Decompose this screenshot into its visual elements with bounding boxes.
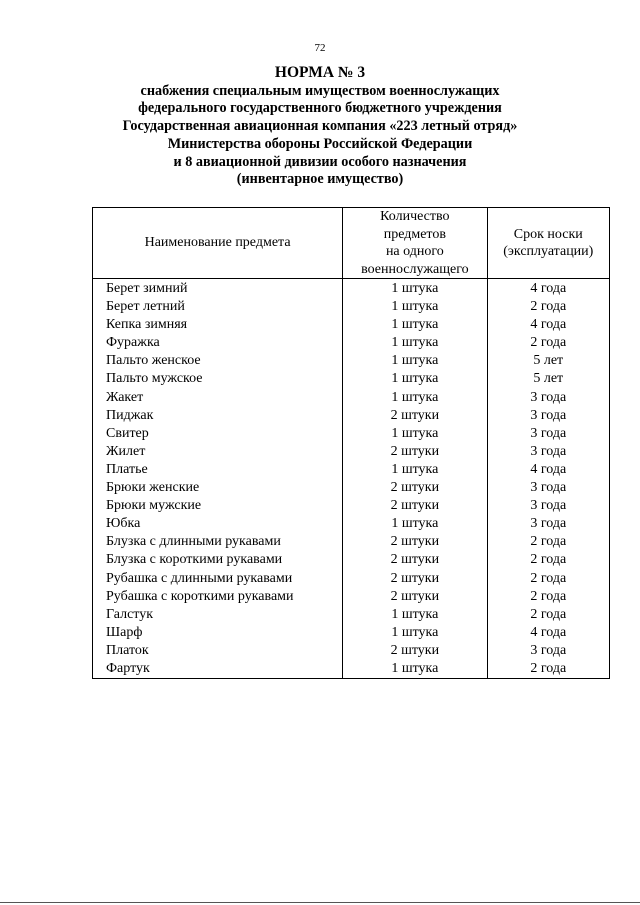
item-name-cell: Брюки женские (93, 479, 343, 497)
quantity-cell: 1 штука (343, 660, 487, 679)
quantity-cell: 1 штука (343, 389, 487, 407)
wear-term-cell: 3 года (487, 497, 609, 515)
table-row (93, 660, 610, 679)
table-row (93, 334, 610, 352)
item-name-cell: Галстук (93, 606, 343, 624)
header-quantity-line: на одного (385, 244, 444, 259)
wear-term-cell: 2 года (487, 570, 609, 588)
table-row (93, 642, 610, 660)
item-name-cell: Жилет (93, 443, 343, 461)
table-row (93, 570, 610, 588)
table-row (93, 588, 610, 606)
item-name-cell: Берет зимний (93, 279, 343, 299)
quantity-cell: 1 штука (343, 515, 487, 533)
quantity-cell: 1 штука (343, 425, 487, 443)
item-name-cell: Шарф (93, 624, 343, 642)
wear-term-cell: 2 года (487, 588, 609, 606)
wear-term-cell: 4 года (487, 624, 609, 642)
quantity-cell: 2 штуки (343, 588, 487, 606)
item-name-cell: Блузка с длинными рукавами (93, 533, 343, 551)
table-row (93, 606, 610, 624)
table-row (93, 298, 610, 316)
table-row (93, 425, 610, 443)
table-row (93, 443, 610, 461)
wear-term-cell: 3 года (487, 515, 609, 533)
table-row (93, 279, 610, 299)
table-row (93, 533, 610, 551)
wear-term-cell: 4 года (487, 279, 609, 299)
item-name-cell: Блузка с короткими рукавами (93, 551, 343, 569)
table-row (93, 316, 610, 334)
norm-title: НОРМА № 3 (274, 64, 366, 81)
header-quantity-line: Количество (380, 209, 450, 224)
scan-bottom-edge (0, 902, 640, 903)
quantity-cell: 2 штуки (343, 443, 487, 461)
heading-line: Государственная авиационная компания «223 летный отряд» (122, 118, 518, 135)
item-name-cell: Фуражка (93, 334, 343, 352)
item-name-cell: Пиджак (93, 407, 343, 425)
quantity-cell: 1 штука (343, 316, 487, 334)
item-name-cell: Платок (93, 642, 343, 660)
wear-term-cell: 5 лет (487, 370, 609, 388)
table-row (93, 352, 610, 370)
wear-term-cell: 2 года (487, 533, 609, 551)
header-quantity (343, 208, 487, 279)
wear-term-cell: 3 года (487, 443, 609, 461)
item-name-cell: Свитер (93, 425, 343, 443)
header-wear-term (487, 208, 609, 279)
wear-term-cell: 2 года (487, 334, 609, 352)
wear-term-cell: 2 года (487, 551, 609, 569)
wear-term-cell: 3 года (487, 479, 609, 497)
heading-line: (инвентарное имущество) (236, 171, 404, 188)
heading-line: Министерства обороны Российской Федерации (167, 135, 473, 152)
table-row (93, 479, 610, 497)
wear-term-cell: 3 года (487, 407, 609, 425)
item-name-cell: Фартук (93, 660, 343, 679)
item-name-cell: Берет летний (93, 298, 343, 316)
header-wear-term-line: (эксплуатации) (503, 244, 594, 259)
item-name-cell: Брюки мужские (93, 497, 343, 515)
wear-term-cell: 3 года (487, 642, 609, 660)
table-header-row (93, 208, 610, 279)
quantity-cell: 1 штука (343, 352, 487, 370)
heading-line: и 8 авиационной дивизии особого назначения (173, 153, 467, 170)
table-row (93, 389, 610, 407)
item-name-cell: Кепка зимняя (93, 316, 343, 334)
norm-table (92, 207, 610, 679)
page-number: 72 (314, 42, 326, 54)
header-item-name (93, 208, 343, 279)
quantity-cell: 2 штуки (343, 533, 487, 551)
table-body (93, 279, 610, 679)
wear-term-cell: 5 лет (487, 352, 609, 370)
item-name-cell: Платье (93, 461, 343, 479)
table-row (93, 461, 610, 479)
wear-term-cell: 4 года (487, 316, 609, 334)
item-name-cell: Пальто мужское (93, 370, 343, 388)
quantity-cell: 1 штука (343, 279, 487, 299)
heading-line: снабжения специальным имуществом военнослужащих (140, 82, 500, 99)
quantity-cell: 1 штука (343, 334, 487, 352)
quantity-cell: 2 штуки (343, 551, 487, 569)
quantity-cell: 2 штуки (343, 570, 487, 588)
quantity-cell: 1 штука (343, 370, 487, 388)
wear-term-cell: 2 года (487, 660, 609, 679)
item-name-cell: Рубашка с короткими рукавами (93, 588, 343, 606)
wear-term-cell: 3 года (487, 389, 609, 407)
table-row (93, 407, 610, 425)
header-quantity-line: предметов (383, 226, 446, 242)
header-quantity-line: военнослужащего (361, 261, 469, 277)
wear-term-cell: 3 года (487, 425, 609, 443)
quantity-cell: 1 штука (343, 606, 487, 624)
quantity-cell: 2 штуки (343, 407, 487, 425)
table-row (93, 370, 610, 388)
quantity-cell: 1 штука (343, 624, 487, 642)
table-row (93, 515, 610, 533)
table-row (93, 624, 610, 642)
item-name-cell: Жакет (93, 389, 343, 407)
quantity-cell: 2 штуки (343, 642, 487, 660)
quantity-cell: 2 штуки (343, 497, 487, 515)
header-wear-term-line: Срок носки (513, 226, 583, 242)
quantity-cell: 1 штука (343, 298, 487, 316)
wear-term-cell: 4 года (487, 461, 609, 479)
quantity-cell: 1 штука (343, 461, 487, 479)
item-name-cell: Пальто женское (93, 352, 343, 370)
header-item-name-label: Наименование предмета (144, 235, 291, 251)
item-name-cell: Юбка (93, 515, 343, 533)
table-row (93, 551, 610, 569)
wear-term-cell: 2 года (487, 298, 609, 316)
wear-term-cell: 2 года (487, 606, 609, 624)
document-heading (60, 64, 580, 189)
table-row (93, 497, 610, 515)
quantity-cell: 2 штуки (343, 479, 487, 497)
heading-line: федерального государственного бюджетного учреждения (138, 100, 502, 117)
item-name-cell: Рубашка с длинными рукавами (93, 570, 343, 588)
